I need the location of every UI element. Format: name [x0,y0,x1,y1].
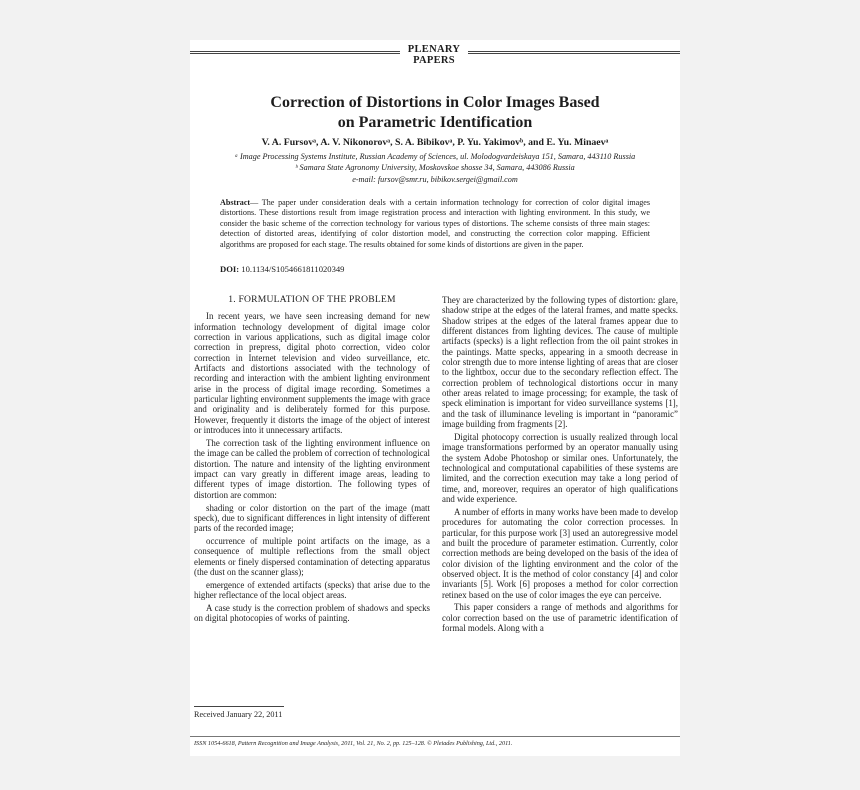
received-date: Received January 22, 2011 [194,710,283,719]
abstract-label: Abstract [220,198,251,207]
paper-title [190,93,680,133]
paragraph: A case study is the correction problem of shadows and specks on digital photocopies of works of painting. [194,603,430,624]
paragraph: The correction task of the lighting environment influence on the image can be called the problem of correction of technological distortion. The nature and intensity of the lighting environment impact can vary greatly in different image areas, leading to different types of image distortion. The following types of distortion are common: [194,437,430,500]
list-paragraph: shading or color distortion on the part of the image (matt speck), due to significant differences in light intensity of different parts of the recorded image; [194,502,430,534]
abstract [220,198,650,250]
paper-page [190,40,680,756]
paragraph: They are characterized by the following types of distortion: glare, shadow stripe at the edges of the lateral frames, and matte specks. Shadow stripes at the edges of the lateral frames appear due to different distances from lighting devices. The cause of multiple artifacts (specks) is a light reflection from the oil paint strokes in the paintings. Matte specks, appearing in a smooth decrease in color strength due to more intense lighting of areas that are closer to the lightbox, occur due to the secondary reflection effect. The correction problem of technological distortions occur in many other areas related to image processing; for example, the task of speck elimination is important for video surveillance systems [1], and the task of illuminance leveling is important in “panoramic” image building from fragments [2]. [442,295,678,430]
section-heading: 1. FORMULATION OF THE PROBLEM [228,294,396,305]
doi-value: 10.1134/S1054661811020349 [241,264,345,274]
list-paragraph: emergence of extended artifacts (specks) that arise due to the higher reflectance of the local object areas. [194,579,430,601]
list-paragraph: occurrence of multiple point artifacts on the image, as a consequence of multiple reflections from the small object elements or finely dispersed contamination of detecting apparatus (the dust on the scanner glass); [194,536,430,578]
doi [220,264,344,274]
header-rule-right [468,51,680,54]
footnote-rule [194,706,284,707]
author-list: V. A. Fursovᵃ, A. V. Nikonorovᵃ, S. A. Bibikovᵃ, P. Yu. Yakimovᵇ, and E. Yu. Minaevᵃ [261,137,609,148]
body-column-left [194,295,430,626]
footer-rule [190,736,680,737]
affiliation-a: ᵃ Image Processing Systems Institute, Russian Academy of Sciences, ul. Molodogvardeiskaya 151, Samara, 443110 Russia [234,152,636,161]
body-column-right [442,295,678,636]
section-label-line1: PLENARY [407,44,461,55]
paragraph: Digital photocopy correction is usually realized through local image transformations performed by an operator manually using the system Adobe Photoshop or similar ones. Unfortunately, the technological and computational capabilities of these systems are limited, and the correction execution may take a long period of time, and, moreover, requires an operator of high qualifications and wide experience. [442,431,678,505]
title-line-1: Correction of Distortions in Color Images Based [270,94,600,111]
abstract-text: — The paper under consideration deals with a certain information technology for correction of color digital images distortions. These distortions result from image registration process and interaction with lighting environment. In this study, we consider the basic scheme of the correction technology for various types of distortions. The scheme consists of three main stages: detection of distorted areas, identifying of color distortion model, and constructing the correction color mapping. Efficient algorithms are proposed for each stage. The results obtained for some kinds of distortions are given in the paper. [220,198,650,249]
affiliation-b: ᵇ Samara State Agronomy University, Moskovskoe shosse 34, Samara, 443086 Russia [295,163,575,172]
paragraph: In recent years, we have seen increasing demand for new information technology development of digital image color correction in various applications, such as digital image color correction in prepress, digital photo correction, video color correction in Internet television and video surveillance, etc. Artifacts and distortions associated with the technology of recording and interaction with the ambient lighting environment arise in the process of digital image recording. Sometimes a particular lighting environment supplements the image with grace and originality and is deliberately formed for this purpose. However, frequently it distorts the image of the object of interest or introduces into it unnecessary artifacts. [194,311,430,436]
journal-citation: ISSN 1054-6618, Pattern Recognition and Image Analysis, 2011, Vol. 21, No. 2, pp. 125–128. © Pleiades Publishing, Ltd., 2011. [194,740,513,747]
header-rule-left [190,51,400,54]
doi-label: DOI: [220,264,240,274]
paragraph: This paper considers a range of methods and algorithms for color correction based on the use of parametric identification of formal models. Along with a [442,602,678,634]
paragraph: A number of efforts in many works have been made to develop procedures for automating the color correction processes. In particular, for this purpose work [3] used an autoregressive model and built the procedure of parameter estimation. Currently, color correction methods are being developed on the basis of the idea of color division of the lighting environment and the color of the observed object. It is the method of color constancy [4] and color invariants [5]. Work [6] proposes a method for color correction retinex based on the use of color images the eye can perceive. [442,506,678,600]
author-email: e-mail: fursov@smr.ru, bibikov.sergei@gmail.com [352,175,518,184]
title-line-2: on Parametric Identification [337,114,533,131]
section-label-line2: PAPERS [413,55,455,66]
